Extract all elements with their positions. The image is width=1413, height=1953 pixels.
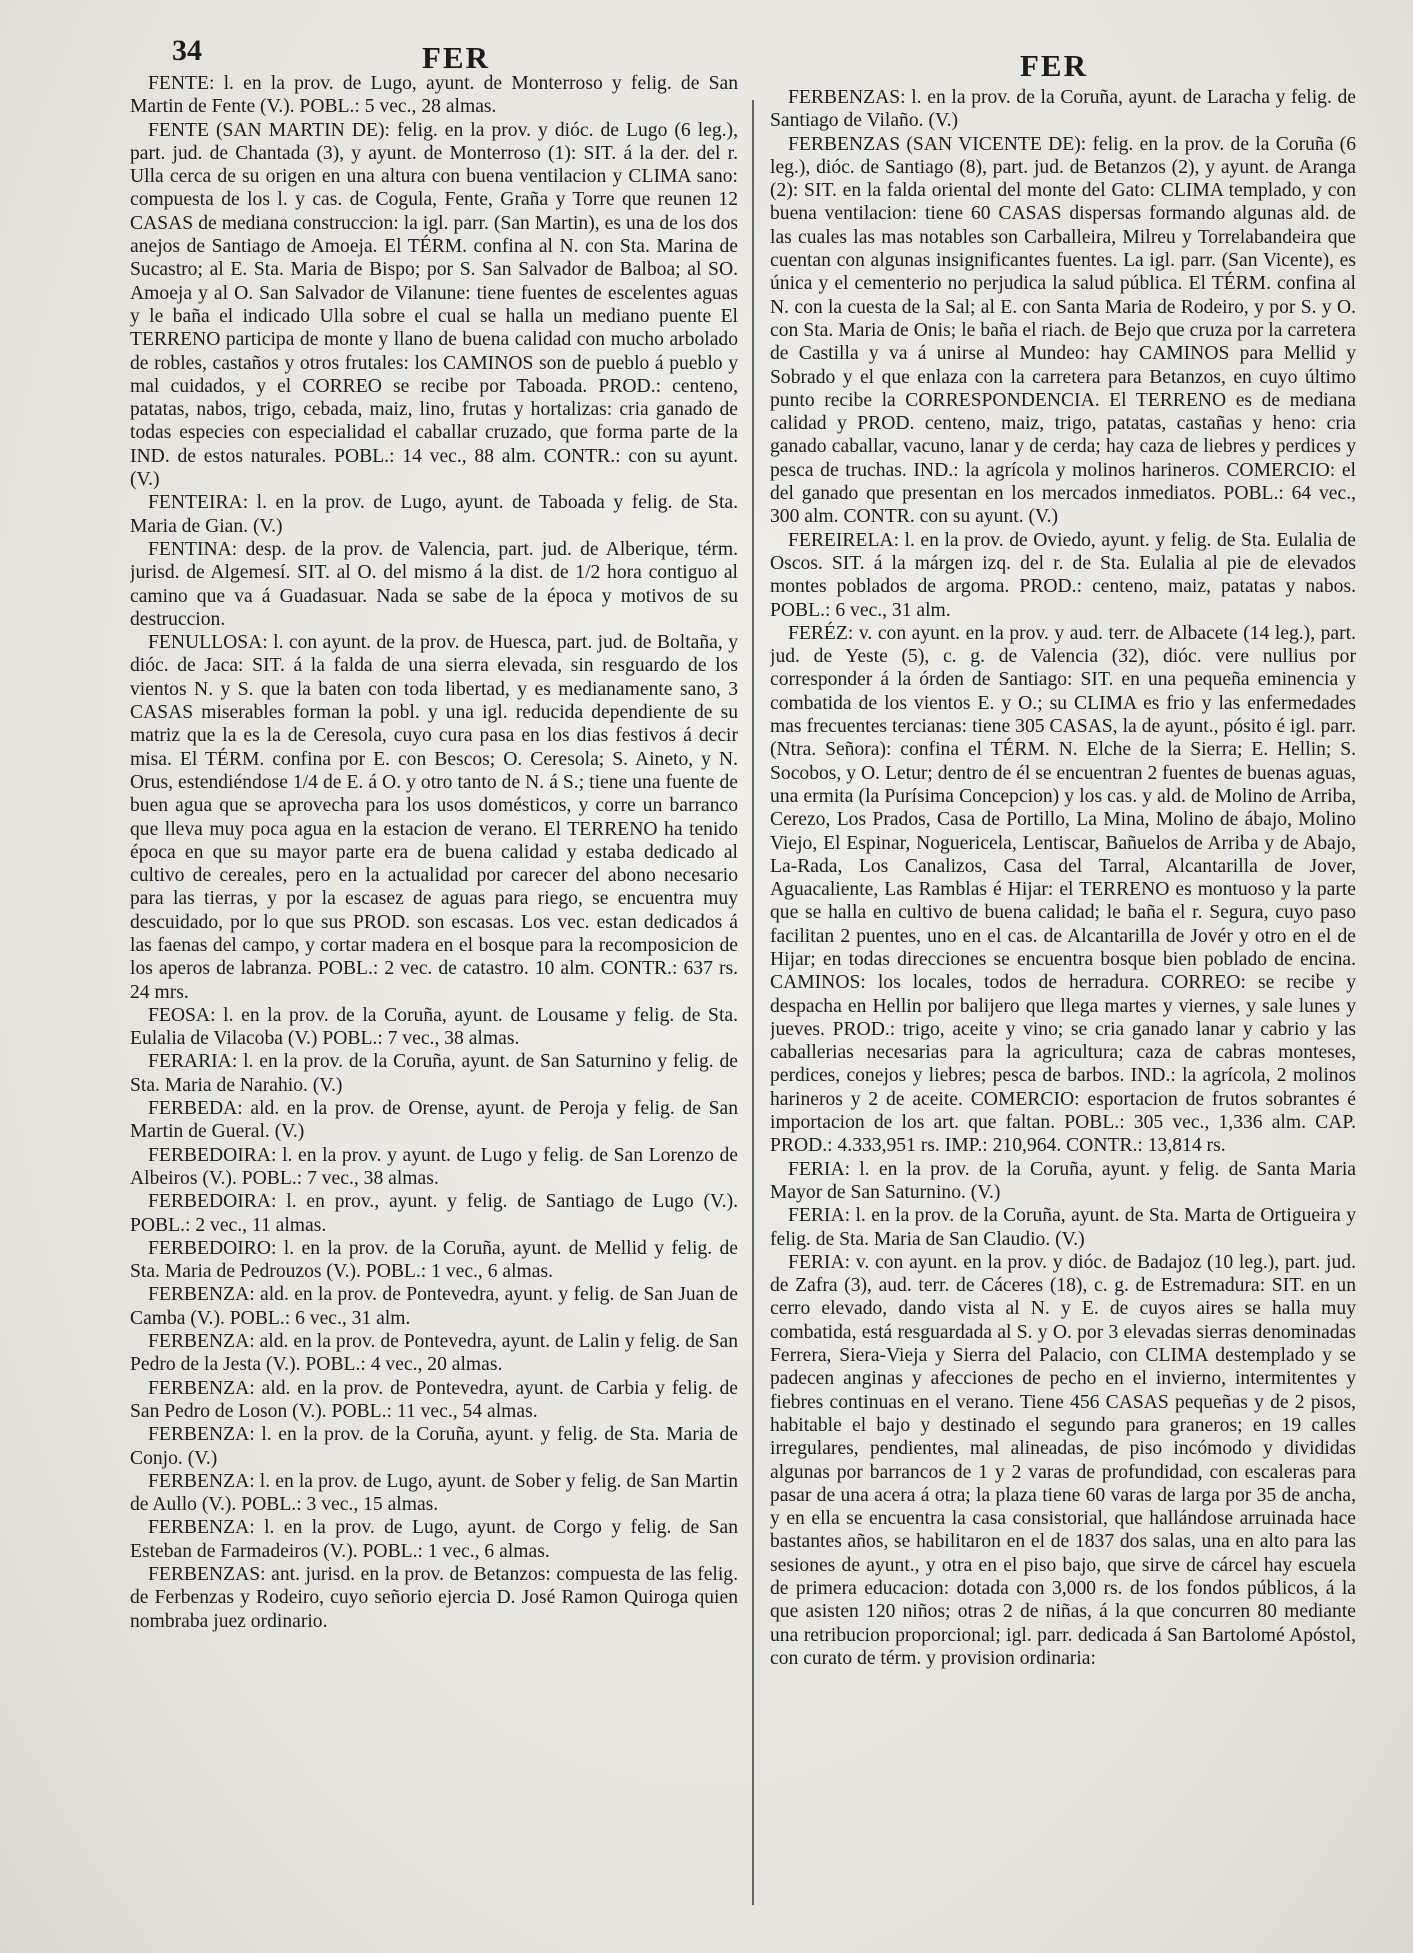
- entry: FERBENZAS: ant. jurisd. en la prov. de Betanzos: compuesta de las felig. de Ferbenzas y Rodeiro, cuyo señorio ejercia D. José Ramon Quiroga quien nombraba juez ordinario.: [130, 1564, 738, 1632]
- running-head-left: FER: [422, 40, 490, 75]
- entry: FENTE: l. en la prov. de Lugo, ayunt. de Monterroso y felig. de San Martin de Fente (V.). POBL.: 5 vec., 28 almas.: [130, 73, 738, 118]
- entry: FERBEDA: ald. en la prov. de Orense, ayunt. de Peroja y felig. de San Martin de Gueral. (V.): [130, 1098, 738, 1143]
- entry: FERBENZAS: l. en la prov. de la Coruña, ayunt. de Laracha y felig. de Santiago de Vilaño. (V.): [770, 87, 1356, 132]
- entry: FERBEDOIRO: l. en la prov. de la Coruña, ayunt. de Mellid y felig. de Sta. Maria de Pedrouzos (V.). POBL.: 1 vec., 6 almas.: [130, 1237, 738, 1283]
- entry: FERBENZA: ald. en la prov. de Pontevedra, ayunt. de Lalin y felig. de San Pedro de la Jesta (V.). POBL.: 4 vec., 20 almas.: [130, 1331, 738, 1376]
- entry: FERBENZA: ald. en la prov. de Pontevedra, ayunt. de Carbia y felig. de San Pedro de Loson (V.). POBL.: 11 vec., 54 almas.: [130, 1377, 738, 1422]
- entry: FENTEIRA: l. en la prov. de Lugo, ayunt. de Taboada y felig. de Sta. Maria de Gian. (V.): [130, 492, 738, 537]
- entry: FERBENZA: l. en la prov. de la Coruña, ayunt. y felig. de Sta. Maria de Conjo. (V.): [130, 1424, 738, 1469]
- page-number: 34: [172, 34, 202, 67]
- left-column: [130, 72, 738, 1912]
- entry: FERBEDOIRA: l. en la prov. y ayunt. de Lugo y felig. de San Lorenzo de Albeiros (V.). POBL.: 7 vec., 38 almas.: [130, 1144, 738, 1189]
- entry: FENULLOSA: l. con ayunt. de la prov. de Huesca, part. jud. de Boltaña, y dióc. de Jaca: SIT. á la falda de una sierra elevada, sin resguardo de los vientos N. y S. que la baten con toda libertad, y es medianamente sano, 3 CASAS miserables forman la pobl. y una igl. reducida dependiente de su matriz que la es la de Ceresola, cuyo cura pasa en los dias festivos á decir misa. El TÉRM. confina por E. con Bescos; O. Ceresola; S. Aineto, y N. Orus, estendiéndose 1/4 de E. á O. y otro tanto de N. á S.; tiene una fuente de buen agua que se aprovecha para los usos domésticos, y corre un barranco que lleva muy poca agua en la estacion de verano. El TERRENO ha tenido época en que su mayor parte era de buena calidad y estaba dedicado al cultivo de cereales, pero en la actualidad por carecer del abono necesario para las tierras, y por la escasez de aguas para riego, se encuentra muy descuidado, por lo que sus PROD. son escasas. Los vec. estan dedicados á las faenas del campo, y cortar madera en el bosque para la recomposicion de los aperos de labranza. POBL.: 2 vec. de catastro. 10 alm. CONTR.: 637 rs. 24 mrs.: [130, 632, 738, 1003]
- running-head-right: FER: [1020, 48, 1088, 83]
- entry: FERBEDOIRA: l. en prov., ayunt. y felig. de Santiago de Lugo (V.). POBL.: 2 vec., 11 almas.: [130, 1191, 738, 1236]
- entry: FERBENZA: l. en la prov. de Lugo, ayunt. de Sober y felig. de San Martin de Aullo (V.). POBL.: 3 vec., 15 almas.: [130, 1470, 738, 1516]
- entry: FENTINA: desp. de la prov. de Valencia, part. jud. de Alberique, térm. jurisd. de Algemesí. SIT. al O. del mismo á la dist. de 1/2 hora contiguo al camino que va á Guadasuar. Nada se sabe de la época y motivos de su destruccion.: [130, 538, 738, 630]
- entry: FERARIA: l. en la prov. de la Coruña, ayunt. de San Saturnino y felig. de Sta. Maria de Narahio. (V.): [130, 1051, 738, 1096]
- entry: FERBENZAS (SAN VICENTE DE): felig. en la prov. de la Coruña (6 leg.), dióc. de Santiago (8), part. jud. de Betanzos (2), y ayunt. de Aranga (2): SIT. en la falda oriental del monte del Gato: CLIMA templado, y con buena ventilacion: tiene 60 CASAS dispersas formando algunas ald. de las cuales las mas notables son Carballeira, Milreu y Torrelabandeira que cuentan con algunas insignificantes fuentes. La igl. parr. (San Vicente), es única y el cementerio no perjudica la salud pública. El TÉRM. confina al N. con la cuesta de la Sal; al E. con Santa Maria de Rodeiro, y por S. y O. con Sta. Maria de Onis; le baña el riach. de Bejo que cruza por la carretera de Castilla y va á unirse al Mundeo: hay CAMINOS para Mellid y Sobrado y el que enlaza con la carretera para Betanzos, en cuyo último punto recibe la CORRESPONDENCIA. El TERRENO es de mediana calidad y PROD. centeno, maiz, trigo, patatas, castañas y heno: cria ganado caballar, vacuno, lanar y de cerda; hay caza de liebres y perdices y pesca de truchas. IND.: la agrícola y molinos harineros. COMERCIO: el del ganado que presentan en los mercados inmediatos. POBL.: 64 vec., 300 alm. CONTR. con su ayunt. (V.): [770, 133, 1356, 528]
- right-column: [770, 86, 1356, 1926]
- entry: FERIA: l. en la prov. de la Coruña, ayunt. y felig. de Santa Maria Mayor de San Saturnino. (V.): [770, 1158, 1356, 1203]
- entry: FERÉZ: v. con ayunt. en la prov. y aud. terr. de Albacete (14 leg.), part. jud. de Yeste (5), c. g. de Valencia (32), dióc. vere nullius por corresponder á la órden de Santiago: SIT. en una pequeña eminencia y combatida de los vientos E. y O.; su CLIMA es frio y las enfermedades mas frecuentes tercianas: tiene 305 CASAS, la de ayunt., pósito é igl. parr. (Ntra. Señora): confina el TÉRM. N. Elche de la Sierra; E. Hellin; S. Socobos, y O. Letur; dentro de él se encuentran 2 fuentes de buenas aguas, una ermita (la Purísima Concepcion) y los cas. y ald. de Molino de Arriba, Cerezo, Los Prados, Casa de Portillo, La Mina, Molino de ábajo, Molino Viejo, El Espinar, Noguericela, Lentiscar, Bañuelos de Arriba y de Abajo, La-Rada, Los Canalizos, Casa del Tarral, Alcantarilla de Jover, Aguacaliente, Las Ramblas é Hijar: el TERRENO es montuoso y la parte que se halla en cultivo de buena calidad; le baña el r. Segura, cuyo paso facilitan 2 puentes, uno en el cas. de Alcantarilla de Jovér y otro en el de Hijar; en todas direcciones se encuentra bosque bien poblado de encina. CAMINOS: los locales, todos de herradura. CORREO: se recibe y despacha en Hellin por balijero que llega martes y viernes, y sale lunes y jueves. PROD.: trigo, aceite y vino; se cria ganado lanar y cabrio y las caballerias necesarias para la agricultura; caza de cabras monteses, perdices, conejos y liebres; pesca de barbos. IND.: la agrícola, 2 molinos harineros y 2 de aceite. COMERCIO: esportacion de frutos sobrantes é importacion de los art. que faltan. POBL.: 305 vec., 1,336 alm. CAP. PROD.: 4.333,951 rs. IMP.: 210,964. CONTR.: 13,814 rs.: [770, 622, 1356, 1157]
- entry: FERBENZA: l. en la prov. de Lugo, ayunt. de Corgo y felig. de San Esteban de Farmadeiros (V.). POBL.: 1 vec., 6 almas.: [130, 1517, 738, 1562]
- entry: FEREIRELA: l. en la prov. de Oviedo, ayunt. y felig. de Sta. Eulalia de Oscos. SIT. á la márgen izq. del r. de Sta. Eulalia al pie de elevados montes poblados de argoma. PROD.: centeno, maiz, patatas y nabos. POBL.: 6 vec., 31 alm.: [770, 529, 1356, 621]
- entry: FERIA: l. en la prov. de la Coruña, ayunt. de Sta. Marta de Ortigueira y felig. de Sta. Maria de San Claudio. (V.): [770, 1205, 1356, 1250]
- column-divider: [752, 100, 754, 1905]
- entry: FEOSA: l. en la prov. de la Coruña, ayunt. de Lousame y felig. de Sta. Eulalia de Vilacoba (V.) POBL.: 7 vec., 38 almas.: [130, 1004, 738, 1050]
- entry: FERBENZA: ald. en la prov. de Pontevedra, ayunt. y felig. de San Juan de Camba (V.). POBL.: 6 vec., 31 alm.: [130, 1284, 738, 1329]
- entry: FERIA: v. con ayunt. en la prov. y dióc. de Badajoz (10 leg.), part. jud. de Zafra (3), aud. terr. de Cáceres (18), c. g. de Estremadura: SIT. en un cerro elevado, dando vista al N. y E. de cuyos aires se halla muy combatida, está resguardada al S. y O. por 3 elevadas sierras denominadas Ferrera, Siera-Vieja y Sierra del Palacio, con CLIMA destemplado y se padecen anginas y afecciones de pecho en el invierno, intermitentes y fiebres continuas en el verano. Tiene 456 CASAS pequeñas y de 2 pisos, habitable el bajo y destinado el segundo para graneros; en 19 calles irregulares, pendientes, mal alineadas, de piso incómodo y divididas algunas por barrancos de 1 y 2 varas de profundidad, con escaleras para pasar de una acera á otra; la plaza tiene 60 varas de larga por 35 de ancha, y en ella se encuentra la casa consistorial, que hallándose arruinada hace bastantes años, se habilitaron en el de 1837 dos salas, una en alto para las sesiones de ayunt., y otra en el piso bajo, que sirve de cárcel hay escuela de primera educacion: dotada con 3,000 rs. de los fondos públicos, á la que asisten 120 niños; otras 2 de niñas, á la que concurren 80 mediante una retribucion proporcional; igl. parr. dedicada á San Bartolomé Apóstol, con curato de térm. y provision ordinaria:: [770, 1251, 1356, 1669]
- entry: FENTE (SAN MARTIN DE): felig. en la prov. y dióc. de Lugo (6 leg.), part. jud. de Chantada (3), y ayunt. de Monterroso (1): SIT. á la der. del r. Ulla cerca de su origen en una altura con buena ventilacion y CLIMA sano: compuesta de los l. y cas. de Cogula, Fente, Graña y Torre que reunen 12 CASAS de mediana construccion: la igl. parr. (San Martin), es una de los dos anejos de Santiago de Amoeja. El TÉRM. confina al N. con Sta. Marina de Sucastro; al E. Sta. Maria de Bispo; por S. San Salvador de Balboa; al SO. Amoeja y al O. San Salvador de Vilanune: tiene fuentes de escelentes aguas y le baña el indicado Ulla sobre el cual se halla un mediano puente El TERRENO participa de monte y llano de buena calidad con mucho arbolado de robles, castaños y otros frutales: los CAMINOS son de pueblo á pueblo y mal cuidados, y el CORREO se recibe por Taboada. PROD.: centeno, patatas, nabos, trigo, cebada, maiz, lino, frutas y hortalizas: cria ganado de todas especies con especialidad el caballar cruzado, que forma parte de la IND. de estos naturales. POBL.: 14 vec., 88 alm. CONTR.: con su ayunt. (V.): [130, 119, 738, 491]
